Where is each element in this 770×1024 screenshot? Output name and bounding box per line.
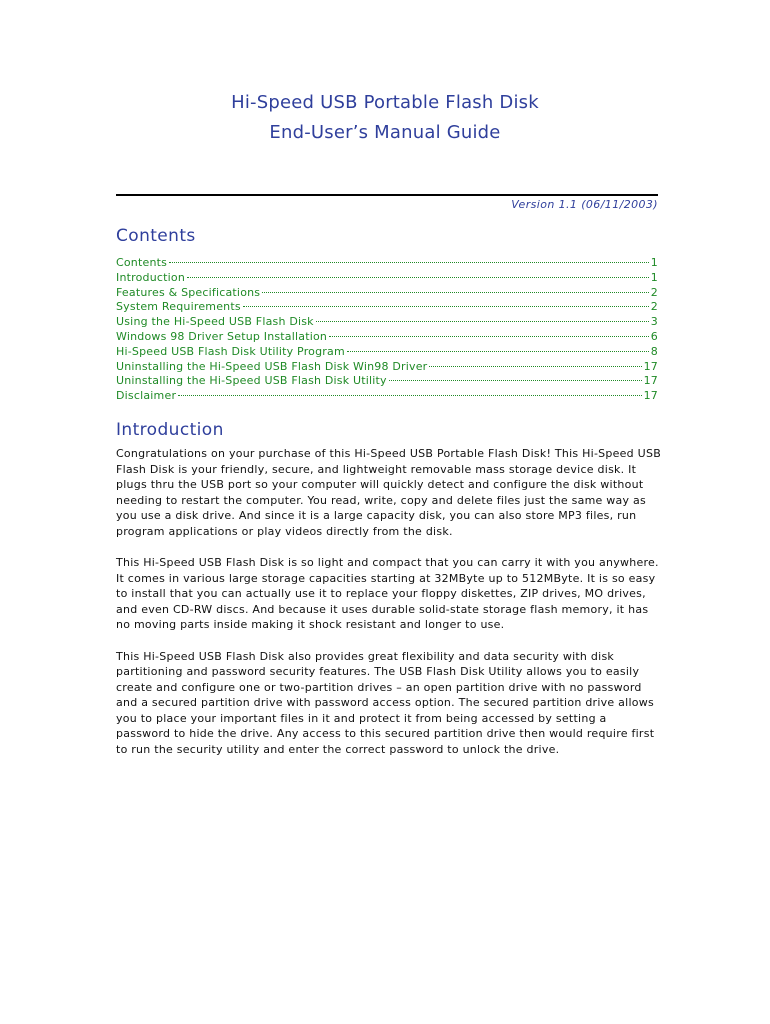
document-title [0, 88, 770, 148]
toc-leader-dots [243, 306, 649, 307]
toc-entry-title: Features & Specifications [116, 285, 261, 299]
toc-entry[interactable] [116, 330, 658, 345]
title-line-2: End-User’s Manual Guide [269, 122, 501, 143]
title-line-1: Hi-Speed USB Portable Flash Disk [231, 92, 539, 113]
toc-entry-title: Using the Hi-Speed USB Flash Disk [116, 315, 314, 329]
toc-leader-dots [429, 366, 641, 367]
toc-leader-dots [329, 336, 649, 337]
toc-entry[interactable] [116, 374, 658, 389]
toc-leader-dots [169, 262, 649, 263]
toc-entry-page: 17 [643, 359, 658, 373]
toc-leader-dots [347, 351, 649, 352]
header-divider [116, 194, 658, 196]
toc-entry-title: System Requirements [116, 300, 241, 314]
toc-entry-page: 17 [643, 389, 658, 403]
toc-entry-page: 2 [650, 300, 658, 314]
toc-entry-title: Uninstalling the Hi-Speed USB Flash Disk Utility [116, 374, 387, 388]
toc-entry-page: 1 [650, 256, 658, 269]
toc-leader-dots [178, 395, 641, 396]
toc-entry-title: Contents [116, 256, 168, 269]
toc-entry[interactable] [116, 286, 658, 301]
table-of-contents [116, 256, 658, 404]
toc-entry-page: 3 [650, 315, 658, 329]
toc-entry-page: 8 [650, 344, 658, 358]
toc-entry-page: 2 [650, 285, 658, 299]
toc-leader-dots [316, 321, 649, 322]
toc-leader-dots [187, 277, 649, 278]
toc-entry[interactable] [116, 300, 658, 315]
version-label: Version 1.1 (06/11/2003) [511, 198, 658, 211]
toc-entry[interactable] [116, 256, 658, 271]
introduction-heading: Introduction [116, 420, 224, 440]
introduction-body [116, 446, 661, 773]
intro-paragraph: Congratulations on your purchase of this Hi-Speed USB Portable Flash Disk! This Hi-Speed USB Flash Disk is your friendly, secure, and lightweight removable mass storage device disk. It plugs thru the USB port so your computer will quickly detect and configure the disk without needing to restart the computer. You read, write, copy and delete files just the same way as you use a disk drive. And since it is a large capacity disk, you can also store MP3 files, run program applications or play videos directly from the disk. [116, 447, 661, 538]
toc-entry[interactable] [116, 345, 658, 360]
toc-entry-page: 6 [650, 329, 658, 343]
intro-paragraph: This Hi-Speed USB Flash Disk is so light and compact that you can carry it with you anywhere. It comes in various large storage capacities starting at 32MByte up to 512MByte. It is so easy to install that you can actually use it to replace your floppy diskettes, ZIP drives, MO drives, and even CD-RW discs. And because it uses durable solid-state storage flash memory, it has no moving parts inside making it shock resistant and longer to use. [116, 556, 659, 631]
toc-entry-title: Uninstalling the Hi-Speed USB Flash Disk Win98 Driver [116, 359, 428, 373]
toc-entry-title: Disclaimer [116, 389, 177, 403]
toc-entry-page: 17 [643, 374, 658, 388]
toc-leader-dots [389, 380, 642, 381]
toc-leader-dots [262, 292, 649, 293]
intro-paragraph: This Hi-Speed USB Flash Disk also provides great flexibility and data security with disk partitioning and password security features. The USB Flash Disk Utility allows you to easily create and configure one or two-partition drives – an open partition drive with no password and a secured partition drive with password access option. The secured partition drive allows you to place your important files in it and protect it from being accessed by setting a password to hide the drive. Any access to this secured partition drive then would require first to run the security utility and enter the correct password to unlock the drive. [116, 649, 655, 756]
toc-entry[interactable] [116, 271, 658, 286]
toc-entry-title: Windows 98 Driver Setup Installation [116, 329, 328, 343]
toc-entry-title: Introduction [116, 270, 186, 284]
toc-entry[interactable] [116, 389, 658, 404]
toc-entry[interactable] [116, 315, 658, 330]
toc-entry[interactable] [116, 360, 658, 375]
toc-entry-title: Hi-Speed USB Flash Disk Utility Program [116, 344, 345, 358]
contents-heading: Contents [116, 226, 196, 246]
toc-entry-page: 1 [650, 270, 658, 284]
